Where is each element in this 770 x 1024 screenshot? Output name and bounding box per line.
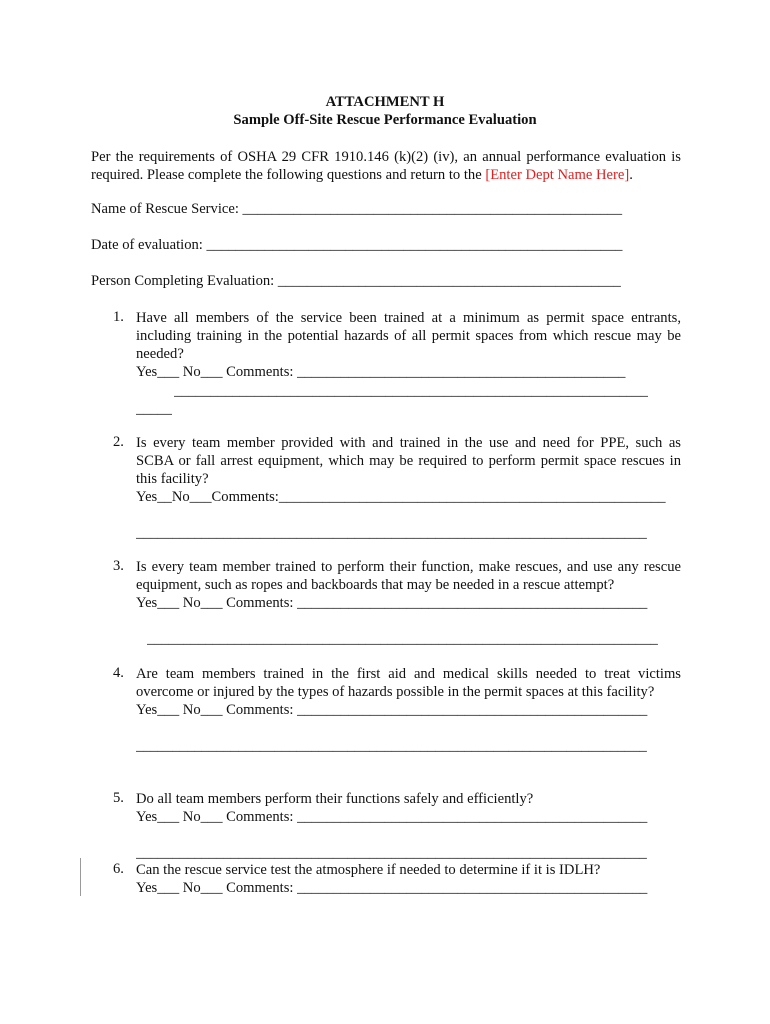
attachment-heading: ATTACHMENT H <box>325 94 445 110</box>
comment-line[interactable]: ______________________________________________________________________ <box>136 845 647 861</box>
question-number: 4. <box>113 665 124 681</box>
question-text-line: Are team members trained in the first aid and medical skills needed to treat victims <box>136 666 681 682</box>
intro-line-1: Per the requirements of OSHA 29 CFR 1910.146 (k)(2) (iv), an annual performance evaluation is <box>91 149 681 165</box>
comment-line[interactable]: ______________________________________________________________________ <box>147 631 658 647</box>
question-body <box>136 861 681 897</box>
rescue-service-field[interactable]: Name of Rescue Service: ____________________________________________________ <box>91 201 622 217</box>
question-text-line: this facility? <box>136 471 209 487</box>
question-text-line: Is every team member trained to perform their function, make rescues, and use any rescue <box>136 559 681 575</box>
comment-line[interactable]: _________________________________________________________________ <box>174 383 649 399</box>
question-text-line: including training in the potential hazards of all permit spaces from which rescue may be <box>136 328 681 344</box>
question-body <box>136 558 681 612</box>
comment-line[interactable]: ______________________________________________________________________ <box>136 738 647 754</box>
question-number: 2. <box>113 434 124 450</box>
question-body <box>136 790 681 826</box>
question-text-line: Can the rescue service test the atmosphere if needed to determine if it is IDLH? <box>136 862 601 878</box>
intro-line-2-text: required. Please complete the following questions and return to the <box>91 167 486 183</box>
question-text-line: equipment, such as ropes and backboards that may be needed in a rescue attempt? <box>136 577 615 593</box>
answer-line[interactable]: Yes___ No___ Comments: _____________________________________________ <box>136 364 626 380</box>
dept-name-placeholder: [Enter Dept Name Here] <box>485 167 630 183</box>
question-number: 3. <box>113 558 124 574</box>
comment-line[interactable]: _____ <box>136 401 173 417</box>
question-body <box>136 434 681 506</box>
question-text-line: SCBA or fall arrest equipment, which may be required to perform permit space rescues in <box>136 453 681 469</box>
change-bar <box>80 858 81 896</box>
evaluation-date-field[interactable]: Date of evaluation: _________________________________________________________ <box>91 237 623 253</box>
question-text-line: Do all team members perform their functions safely and efficiently? <box>136 791 534 807</box>
question-text-line: Is every team member provided with and trained in the use and need for PPE, such as <box>136 435 681 451</box>
question-body <box>136 309 681 381</box>
intro-line-2-end: . <box>629 167 633 183</box>
question-text-line: overcome or injured by the types of hazards possible in the permit spaces at this facility? <box>136 684 655 700</box>
question-number: 6. <box>113 861 124 877</box>
intro-paragraph <box>91 148 681 184</box>
answer-line[interactable]: Yes___ No___ Comments: ________________________________________________ <box>136 880 648 896</box>
person-completing-field[interactable]: Person Completing Evaluation: _______________________________________________ <box>91 273 621 289</box>
question-body <box>136 665 681 719</box>
answer-line[interactable]: Yes__No___Comments:_____________________________________________________ <box>136 489 666 505</box>
intro-line-2 <box>91 166 681 184</box>
question-number: 1. <box>113 309 124 325</box>
question-text-line: Have all members of the service been trained at a minimum as permit space entrants, <box>136 310 681 326</box>
question-number: 5. <box>113 790 124 806</box>
answer-line[interactable]: Yes___ No___ Comments: ________________________________________________ <box>136 702 648 718</box>
question-text-line: needed? <box>136 346 184 362</box>
answer-line[interactable]: Yes___ No___ Comments: ________________________________________________ <box>136 595 648 611</box>
document-title: Sample Off-Site Rescue Performance Evaluation <box>233 112 537 128</box>
comment-line[interactable]: ______________________________________________________________________ <box>136 525 647 541</box>
answer-line[interactable]: Yes___ No___ Comments: ________________________________________________ <box>136 809 648 825</box>
